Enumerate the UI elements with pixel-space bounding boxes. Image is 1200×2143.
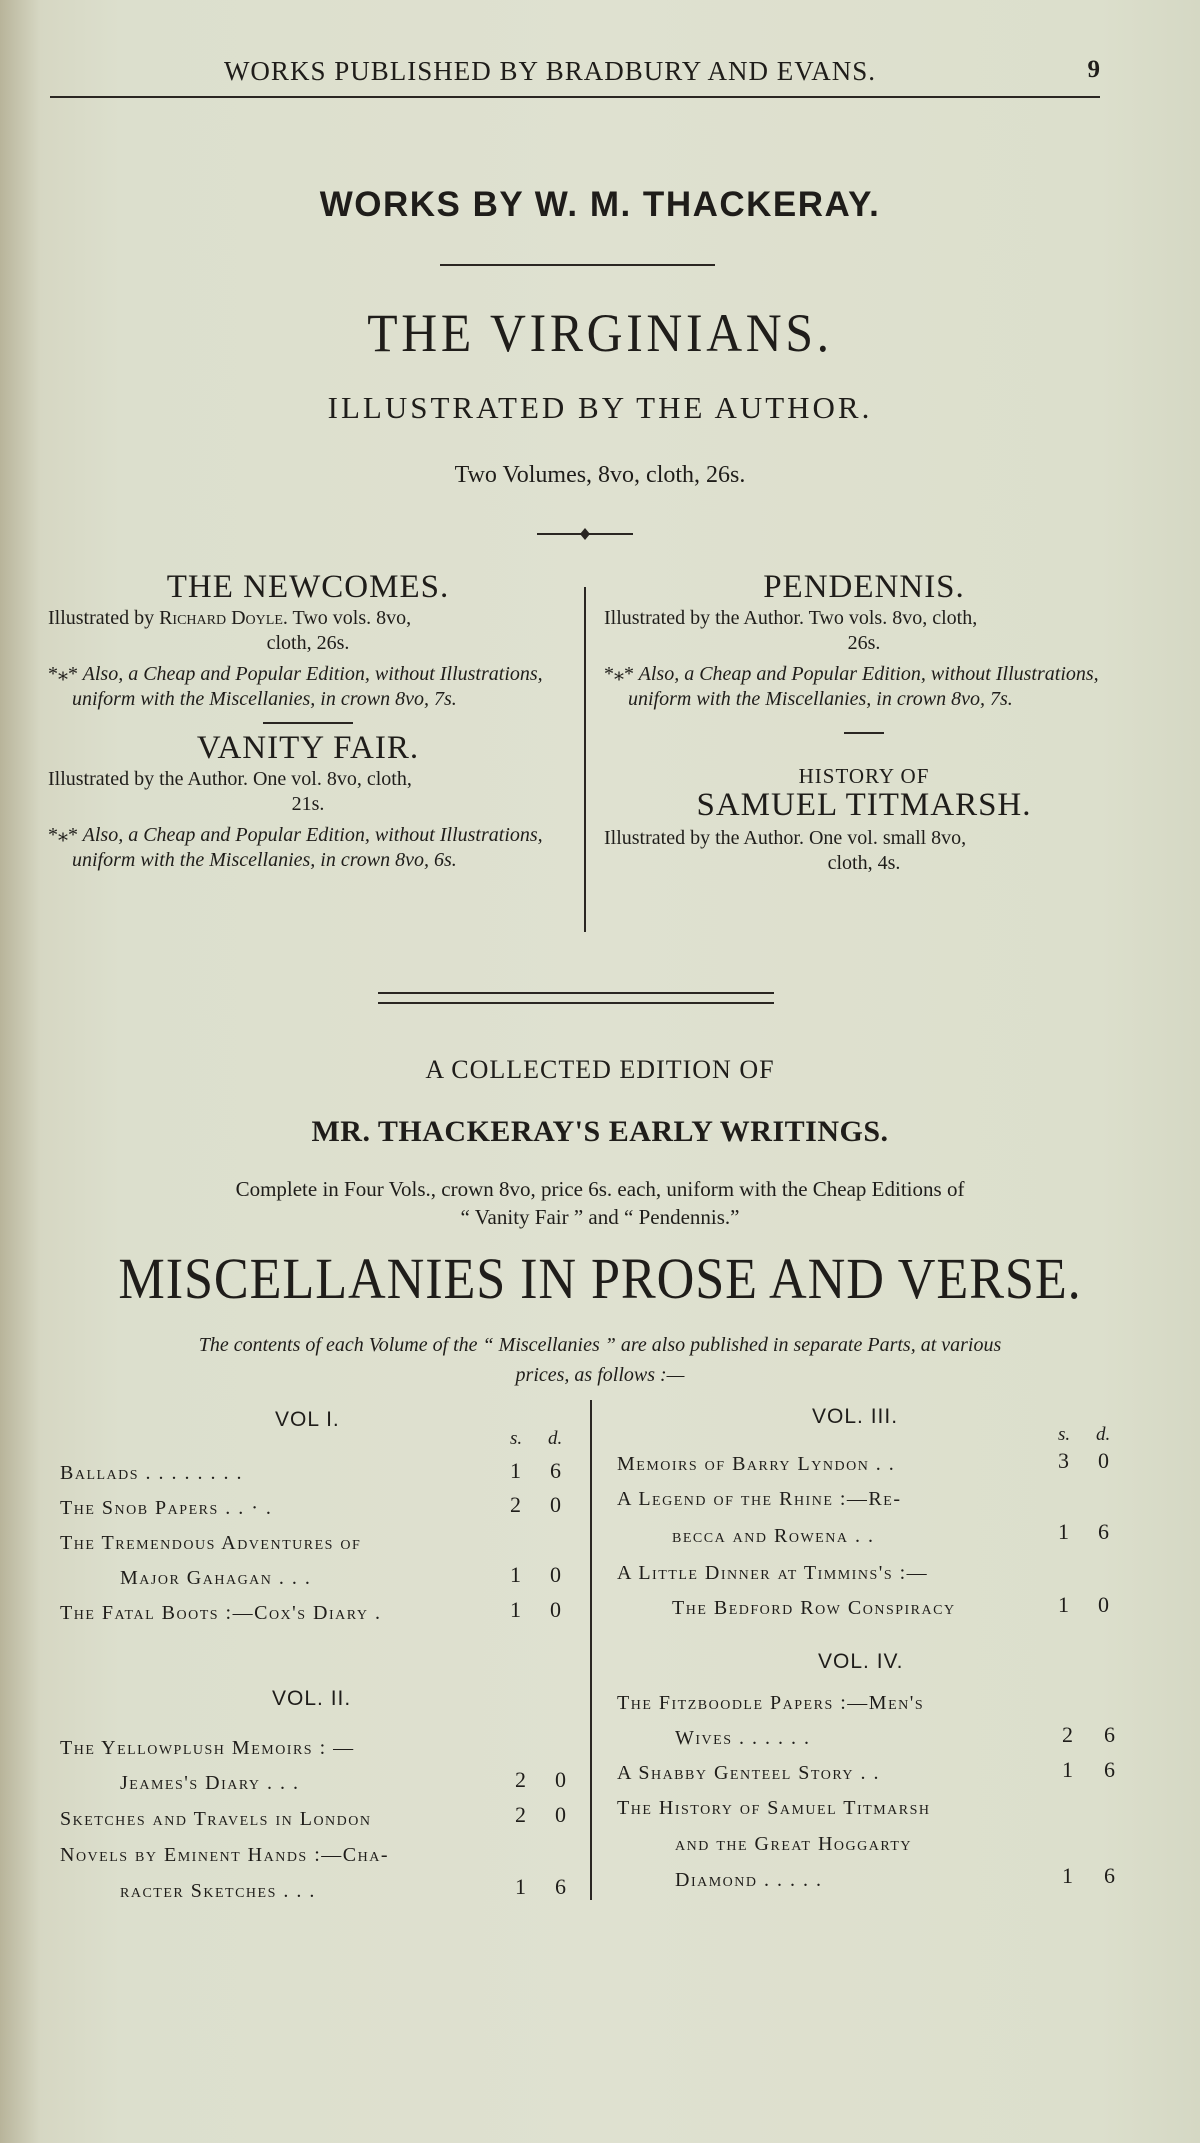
vol4-entry: The History of Samuel Titmarsh [617, 1797, 931, 1819]
volume-column-rule [590, 1400, 592, 1900]
vol3-price-d: 0 [1098, 1448, 1109, 1473]
early-writings-heading: MR. THACKERAY'S EARLY WRITINGS. [311, 1115, 889, 1148]
vol2-entry: Sketches and Travels in London [60, 1808, 372, 1830]
vol4-entry: Wives . . . . . . [675, 1727, 811, 1749]
titmarsh-title: SAMUEL TITMARSH. [696, 787, 1032, 823]
vol3-price-s: 1 [1058, 1519, 1069, 1544]
vol3-entry: A Legend of the Rhine :—Re- [617, 1488, 902, 1510]
vol2-price-s: 2 [515, 1802, 526, 1827]
header-rule [50, 96, 1100, 98]
titmarsh-line2: cloth, 4s. [827, 852, 901, 874]
vol4-price-d: 6 [1104, 1722, 1115, 1747]
vol4-entry: and the Great Hoggarty [675, 1833, 913, 1855]
vol3-entry: The Bedford Row Conspiracy [672, 1597, 956, 1619]
vol4-price-s: 2 [1062, 1722, 1073, 1747]
divider-rule [440, 264, 715, 266]
vol3-price-s: 3 [1058, 1448, 1069, 1473]
vol4-price-s: 1 [1062, 1757, 1073, 1782]
vol3-d-col: d. [1096, 1424, 1111, 1445]
right-column [604, 569, 1124, 876]
vol3-s-col: s. [1058, 1424, 1071, 1445]
vol4-entry: A Shabby Genteel Story . . [617, 1762, 880, 1784]
newcomes-title: THE NEWCOMES. [166, 569, 450, 605]
vol4-price-d: 6 [1104, 1863, 1115, 1888]
double-rule [378, 992, 774, 1004]
titmarsh-pre: HISTORY OF [798, 764, 930, 788]
vol2-price-s: 2 [515, 1767, 526, 1792]
running-header [50, 50, 1100, 100]
page-number: 9 [1087, 56, 1100, 83]
small-rule [844, 732, 884, 734]
vol4-price-s: 1 [1062, 1863, 1073, 1888]
left-column [48, 569, 568, 873]
vol1-price-s: 1 [510, 1597, 521, 1622]
vol4-heading: VOL. IV. [818, 1650, 904, 1673]
pendennis-title: PENDENNIS. [763, 569, 965, 605]
vol3-price-s: 1 [1058, 1592, 1069, 1617]
vol4-entry: The Fitzboodle Papers :—Men's [617, 1692, 925, 1714]
collected-heading: A COLLECTED EDITION OF [425, 1055, 775, 1084]
vol1-price-d: 0 [550, 1562, 561, 1587]
vol2-price-d: 6 [555, 1874, 566, 1899]
ornament-divider [535, 520, 635, 548]
vol2-entry: Novels by Eminent Hands :—Cha- [60, 1844, 389, 1866]
miscellanies-title: MISCELLANIES IN PROSE AND VERSE. [118, 1246, 1082, 1311]
vol1-price-s: 1 [510, 1458, 521, 1483]
pendennis-line1: Illustrated by the Author. Two vols. 8vo, cloth, [604, 607, 978, 629]
vol2-entry: racter Sketches . . . [120, 1880, 316, 1902]
vol1-d-col: d. [548, 1428, 563, 1449]
vol1-price-d: 6 [550, 1458, 561, 1483]
vol1-price-s: 2 [510, 1492, 521, 1517]
vol2-entry: Jeames's Diary . . . [120, 1772, 300, 1794]
vol1-heading: VOL I. [275, 1408, 340, 1431]
vol4-price-d: 6 [1104, 1757, 1115, 1782]
vanity-fair-line2: 21s. [291, 793, 325, 815]
vol2-price-s: 1 [515, 1874, 526, 1899]
newcomes-note: *⁎* Also, a Cheap and Popular Edition, without Illustrations, uniform with the Miscellanies, in crown 8vo, 7s. [48, 663, 543, 710]
vol1-entry: The Snob Papers . . · . [60, 1497, 273, 1519]
vol1-s-col: s. [510, 1428, 523, 1449]
running-title: WORKS PUBLISHED BY BRADBURY AND EVANS. [223, 56, 877, 86]
vol3-entry: Memoirs of Barry Lyndon . . [617, 1453, 896, 1475]
vol3-heading: VOL. III. [812, 1405, 899, 1428]
vol2-heading: VOL. II. [272, 1687, 352, 1710]
vol2-entry: The Yellowplush Memoirs : — [60, 1737, 355, 1759]
vol1-entry: Major Gahagan . . . [120, 1567, 312, 1589]
vol1-price-d: 0 [550, 1597, 561, 1622]
vanity-fair-note: *⁎* Also, a Cheap and Popular Edition, without Illustrations, uniform with the Miscellanies, in crown 8vo, 6s. [48, 824, 543, 871]
vol1-price-s: 1 [510, 1562, 521, 1587]
vol1-entry: The Fatal Boots :—Cox's Diary . [60, 1602, 382, 1624]
vol1-entry: Ballads . . . . . . . . [60, 1462, 244, 1484]
vol3-entry: becca and Rowena . . [672, 1525, 875, 1547]
virginians-illustrated: ILLUSTRATED BY THE AUTHOR. [327, 390, 873, 425]
virginians-title: THE VIRGINIANS. [367, 303, 833, 363]
newcomes-line1: Illustrated by Richard Doyle. Two vols. 8vo, [48, 607, 412, 629]
vol1-price-d: 0 [550, 1492, 561, 1517]
small-rule [263, 722, 353, 724]
column-rule [584, 587, 586, 932]
complete-description: Complete in Four Vols., crown 8vo, price 6s. each, uniform with the Cheap Editions of “ Vanity Fair ” and “ Pendennis.” [235, 1177, 965, 1229]
vol2-price-d: 0 [555, 1767, 566, 1792]
vol3-entry: A Little Dinner at Timmins's :— [617, 1562, 929, 1584]
vol3-price-d: 0 [1098, 1592, 1109, 1617]
works-by-heading: WORKS BY W. M. THACKERAY. [319, 185, 881, 224]
contents-note: The contents of each Volume of the “ Miscellanies ” are also published in separate Parts, at various prices, as follows :— [198, 1334, 1002, 1386]
vanity-fair-line1: Illustrated by the Author. One vol. 8vo, cloth, [48, 768, 412, 790]
vol3-price-d: 6 [1098, 1519, 1109, 1544]
vanity-fair-title: VANITY FAIR. [196, 730, 420, 766]
titmarsh-line1: Illustrated by the Author. One vol. small 8vo, [604, 827, 967, 849]
vol2-price-d: 0 [555, 1802, 566, 1827]
newcomes-line2: cloth, 26s. [266, 632, 350, 654]
pendennis-note: *⁎* Also, a Cheap and Popular Edition, without Illustrations, uniform with the Miscellanies, in crown 8vo, 7s. [604, 663, 1099, 710]
pendennis-line2: 26s. [847, 632, 881, 654]
vol1-entry: The Tremendous Adventures of [60, 1532, 362, 1554]
vol4-entry: Diamond . . . . . [675, 1869, 823, 1891]
virginians-details: Two Volumes, 8vo, cloth, 26s. [454, 462, 746, 488]
